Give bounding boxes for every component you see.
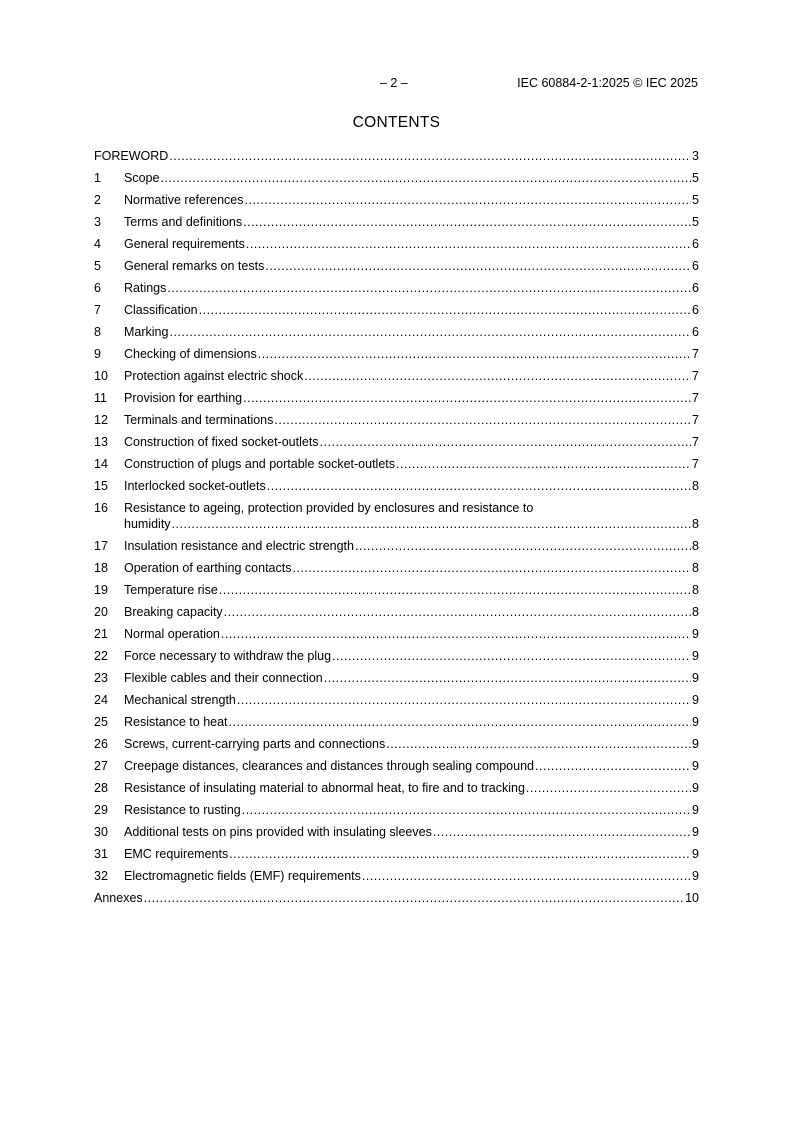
toc-entry-label: Creepage distances, clearances and distances through sealing compound (124, 759, 534, 773)
toc-entry-number: 13 (94, 435, 108, 449)
toc-entry-page: 7 (692, 391, 699, 405)
toc-entry-annexes[interactable] (94, 887, 699, 909)
dot-leader (396, 453, 691, 475)
dot-leader (355, 535, 691, 557)
toc-entry-number: 5 (94, 259, 101, 273)
toc-entry-number: 6 (94, 281, 101, 295)
toc-entry-page: 7 (692, 347, 699, 361)
toc-entry-foreword[interactable] (94, 145, 699, 167)
toc-entry[interactable] (94, 299, 699, 321)
dot-leader (267, 475, 691, 497)
toc-entry[interactable] (94, 645, 699, 667)
dot-leader (362, 865, 691, 887)
toc-entry-label: Breaking capacity (124, 605, 223, 619)
toc-entry-label: Resistance to rusting (124, 803, 241, 817)
dot-leader (324, 667, 691, 689)
toc-entry[interactable] (94, 475, 699, 497)
toc-entry[interactable] (94, 821, 699, 843)
dot-leader (237, 689, 691, 711)
dot-leader (224, 601, 691, 623)
toc-entry-number: 16 (94, 501, 108, 515)
toc-entry-page: 6 (692, 237, 699, 251)
toc-entry-number: 14 (94, 457, 108, 471)
toc-entry[interactable] (94, 233, 699, 255)
toc-entry-label: Flexible cables and their connection (124, 671, 323, 685)
toc-entry-page: 10 (685, 891, 699, 905)
toc-entry-label: Electromagnetic fields (EMF) requirements (124, 869, 361, 883)
toc-entry-page: 6 (692, 259, 699, 273)
toc-entry-label: Ratings (124, 281, 167, 295)
dot-leader (332, 645, 691, 667)
dot-leader (265, 255, 691, 277)
toc-entry-label: Additional tests on pins provided with insulating sleeves (124, 825, 432, 839)
toc-entry-label: Construction of plugs and portable socket-outlets (124, 457, 395, 471)
toc-entry-page: 9 (692, 715, 699, 729)
toc-entry-page: 8 (692, 539, 699, 553)
toc-entry[interactable] (94, 321, 699, 343)
toc-entry[interactable] (94, 497, 699, 535)
toc-entry-page: 7 (692, 369, 699, 383)
page-number: – 2 – (380, 76, 408, 90)
toc-entry-page: 9 (692, 693, 699, 707)
toc-entry-label: EMC requirements (124, 847, 229, 861)
toc-entry-page: 9 (692, 627, 699, 641)
toc-entry-label: Normative references (124, 193, 244, 207)
dot-leader (274, 409, 691, 431)
dot-leader (242, 799, 691, 821)
toc-entry-label: Insulation resistance and electric strength (124, 539, 354, 553)
toc-entry-label: Checking of dimensions (124, 347, 257, 361)
toc-entry-label: Scope (124, 171, 160, 185)
dot-leader (229, 711, 692, 733)
toc-entry-page: 6 (692, 281, 699, 295)
toc-entry-label: Annexes (94, 891, 143, 905)
toc-entry[interactable] (94, 667, 699, 689)
toc-entry[interactable] (94, 365, 699, 387)
toc-entry-label: humidity (124, 517, 171, 531)
toc-entry-page: 9 (692, 869, 699, 883)
dot-leader (243, 211, 691, 233)
toc-entry[interactable] (94, 167, 699, 189)
dot-leader (246, 233, 691, 255)
toc-entry[interactable] (94, 211, 699, 233)
toc-entry[interactable] (94, 255, 699, 277)
dot-leader (172, 516, 692, 532)
toc-entry-label: Resistance to heat (124, 715, 228, 729)
toc-entry-label: Temperature rise (124, 583, 218, 597)
toc-entry-page: 9 (692, 803, 699, 817)
toc-entry[interactable] (94, 387, 699, 409)
toc-entry-page: 5 (692, 171, 699, 185)
dot-leader (304, 365, 691, 387)
dot-leader (229, 843, 691, 865)
toc-entry-page: 9 (692, 781, 699, 795)
toc-entry[interactable] (94, 409, 699, 431)
toc-entry-number: 18 (94, 561, 108, 575)
toc-entry-number: 25 (94, 715, 108, 729)
toc-entry-number: 27 (94, 759, 108, 773)
toc-entry-label: General requirements (124, 237, 245, 251)
toc-entry-number: 3 (94, 215, 101, 229)
toc-entry-label: Resistance of insulating material to abnormal heat, to fire and to tracking (124, 781, 525, 795)
toc-entry-number: 10 (94, 369, 108, 383)
toc-entry-page: 9 (692, 759, 699, 773)
dot-leader (386, 733, 691, 755)
toc-entry-label: Operation of earthing contacts (124, 561, 292, 575)
toc-entry-label: Provision for earthing (124, 391, 243, 405)
dot-leader (526, 777, 691, 799)
toc-entry-number: 15 (94, 479, 108, 493)
dot-leader (433, 821, 691, 843)
toc-entry-page: 7 (692, 457, 699, 471)
toc-entry-number: 4 (94, 237, 101, 251)
toc-entry[interactable] (94, 711, 699, 733)
dot-leader (219, 579, 691, 601)
toc-entry[interactable] (94, 601, 699, 623)
toc-entry-number: 30 (94, 825, 108, 839)
toc-entry[interactable] (94, 623, 699, 645)
toc-entry-number: 12 (94, 413, 108, 427)
toc-entry-label: Classification (124, 303, 198, 317)
toc-entry-page: 8 (692, 561, 699, 575)
toc-entry-page: 5 (692, 215, 699, 229)
page-title: CONTENTS (352, 114, 441, 131)
toc-entry[interactable] (94, 579, 699, 601)
toc-entry-label: Construction of fixed socket-outlets (124, 435, 319, 449)
toc-entry-page: 8 (692, 479, 699, 493)
toc-entry-page: 9 (692, 737, 699, 751)
toc-entry[interactable] (94, 189, 699, 211)
toc-entry-label: Terms and definitions (124, 215, 243, 229)
toc-entry-label: Mechanical strength (124, 693, 236, 707)
dot-leader (245, 189, 692, 211)
document-reference: IEC 60884-2-1:2025 © IEC 2025 (517, 76, 698, 90)
toc-entry-number: 2 (94, 193, 101, 207)
toc-entry-number: 9 (94, 347, 101, 361)
toc-entry[interactable] (94, 343, 699, 365)
toc-entry-label: Marking (124, 325, 169, 339)
toc-entry-number: 20 (94, 605, 108, 619)
dot-leader (169, 321, 691, 343)
toc-entry-number: 1 (94, 171, 101, 185)
toc-entry[interactable] (94, 733, 699, 755)
toc-entry-page: 5 (692, 193, 699, 207)
toc-entry[interactable] (94, 843, 699, 865)
dot-leader (167, 277, 691, 299)
toc-entry-number: 31 (94, 847, 108, 861)
toc-entry-label: General remarks on tests (124, 259, 265, 273)
toc-entry[interactable] (94, 431, 699, 453)
toc-entry-number: 24 (94, 693, 108, 707)
toc-entry-page: 8 (692, 517, 699, 531)
toc-entry-number: 8 (94, 325, 101, 339)
toc-entry[interactable] (94, 755, 699, 777)
toc-entry[interactable] (94, 777, 699, 799)
toc-entry-label: Normal operation (124, 627, 220, 641)
toc-entry-number: 32 (94, 869, 108, 883)
toc-entry-label: Screws, current-carrying parts and connections (124, 737, 386, 751)
toc-entry-page: 9 (692, 825, 699, 839)
toc-entry[interactable] (94, 799, 699, 821)
toc-entry-page: 7 (692, 435, 699, 449)
toc-entry[interactable] (94, 557, 699, 579)
toc-entry-label: Protection against electric shock (124, 369, 304, 383)
toc-entry[interactable] (94, 689, 699, 711)
toc-entry-number: 22 (94, 649, 108, 663)
dot-leader (199, 299, 691, 321)
toc-entry-page: 7 (692, 413, 699, 427)
toc-entry-label: Terminals and terminations (124, 413, 274, 427)
dot-leader (221, 623, 691, 645)
toc-entry[interactable] (94, 277, 699, 299)
toc-entry-number: 17 (94, 539, 108, 553)
toc-entry-number: 7 (94, 303, 101, 317)
toc-entry-page: 9 (692, 847, 699, 861)
toc-entry-number: 19 (94, 583, 108, 597)
toc-entry-label: Resistance to ageing, protection provided by enclosures and resistance to (124, 501, 534, 515)
toc-entry-page: 8 (692, 605, 699, 619)
toc-entry-number: 29 (94, 803, 108, 817)
toc-entry[interactable] (94, 453, 699, 475)
toc-entry-number: 21 (94, 627, 108, 641)
toc-entry[interactable] (94, 535, 699, 557)
toc-entry-page: 6 (692, 325, 699, 339)
toc-entry-page: 3 (692, 149, 699, 163)
toc-entry-number: 26 (94, 737, 108, 751)
dot-leader (292, 557, 691, 579)
dot-leader (535, 755, 691, 777)
toc-entry-label: Force necessary to withdraw the plug (124, 649, 332, 663)
dot-leader (160, 167, 691, 189)
toc-entry-label: FOREWORD (94, 149, 169, 163)
toc-entry-label: Interlocked socket-outlets (124, 479, 266, 493)
toc-entry-number: 23 (94, 671, 108, 685)
table-of-contents (94, 145, 699, 909)
toc-entry-page: 9 (692, 671, 699, 685)
dot-leader (169, 145, 691, 167)
toc-entry-number: 11 (94, 391, 107, 405)
dot-leader (243, 387, 691, 409)
toc-entry-page: 8 (692, 583, 699, 597)
toc-entry-page: 9 (692, 649, 699, 663)
toc-entry[interactable] (94, 865, 699, 887)
dot-leader (144, 887, 684, 909)
toc-entry-number: 28 (94, 781, 108, 795)
toc-entries (94, 167, 699, 887)
dot-leader (258, 343, 691, 365)
dot-leader (320, 431, 692, 453)
toc-entry-page: 6 (692, 303, 699, 317)
